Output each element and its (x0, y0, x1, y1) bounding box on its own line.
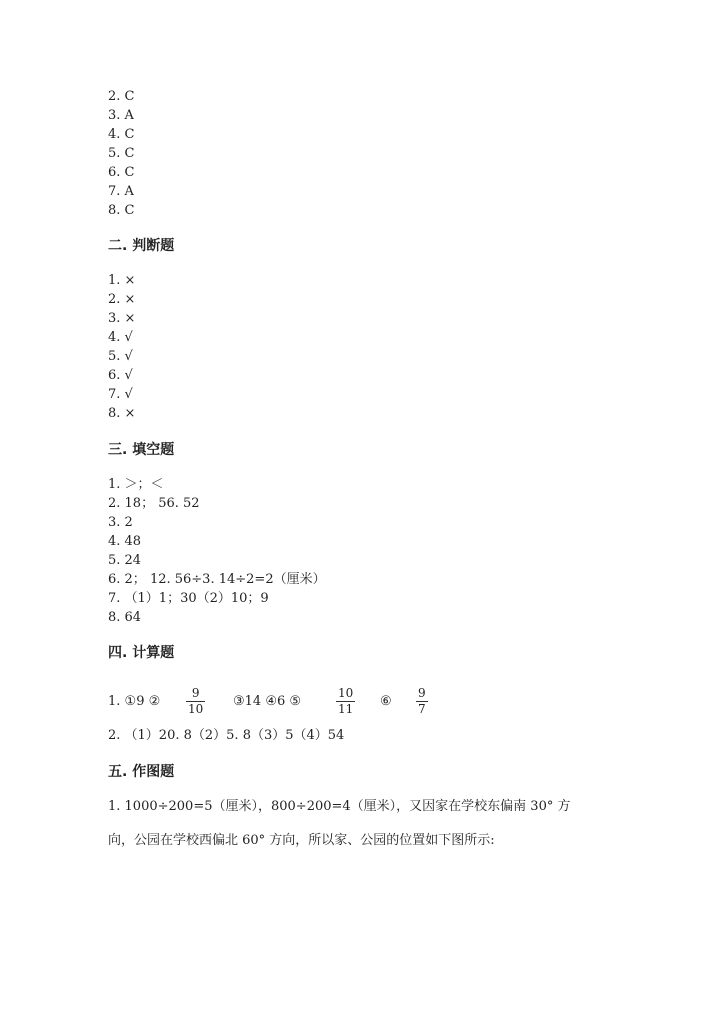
fill-answer-2: 2. 18； 56. 52 (108, 496, 200, 511)
fraction-numerator: 9 (191, 686, 200, 700)
calc-answer-1-prefix: 1. ①9 ② (108, 694, 161, 709)
choice-answer-3: 3. A (108, 108, 134, 123)
judge-answer-6: 6. √ (108, 368, 133, 383)
fraction-numerator: 9 (418, 686, 426, 700)
draw-answer-line-2: 向，公园在学校西偏北 60° 方向，所以家、公园的位置如下图所示: (108, 833, 495, 848)
calc-answer-1 (108, 686, 608, 720)
fill-answer-8: 8. 64 (108, 610, 142, 625)
calc-answer-1-middle: ③14 ④6 ⑤ (233, 694, 302, 709)
judge-answer-5: 5. √ (108, 349, 133, 364)
judge-heading: 二. 判断题 (108, 238, 175, 254)
fill-answer-7: 7. （1）1；30（2）10；9 (108, 591, 269, 606)
fraction-10-11 (336, 686, 355, 717)
fill-answer-5: 5. 24 (108, 553, 142, 568)
calc-answer-2: 2. （1）20. 8（2）5. 8（3）5（4）54 (108, 728, 345, 743)
choice-answer-8: 8. C (108, 203, 135, 218)
judge-answer-7: 7. √ (108, 387, 133, 402)
fill-answer-4: 4. 48 (108, 534, 142, 549)
fill-answer-6: 6. 2； 12. 56÷3. 14÷2=2（厘米） (108, 572, 326, 587)
judge-answer-4: 4. √ (108, 330, 133, 345)
judge-answer-1: 1. × (108, 273, 136, 288)
fraction-denominator: 7 (418, 702, 426, 716)
fraction-numerator: 10 (338, 686, 354, 700)
judge-answer-3: 3. × (108, 311, 136, 326)
calc-heading: 四. 计算题 (108, 645, 175, 661)
fraction-9-7 (416, 686, 428, 717)
fill-answer-1: 1. ＞；＜ (108, 477, 164, 492)
choice-answer-6: 6. C (108, 165, 135, 180)
choice-answer-4: 4. C (108, 127, 135, 142)
fraction-denominator: 10 (188, 702, 204, 716)
fraction-denominator: 11 (338, 702, 354, 716)
choice-answer-2: 2. C (108, 89, 135, 104)
fraction-9-10 (186, 686, 205, 717)
judge-answer-2: 2. × (108, 292, 136, 307)
fill-answer-3: 3. 2 (108, 515, 133, 530)
draw-heading: 五. 作图题 (108, 764, 175, 780)
choice-answer-5: 5. C (108, 146, 135, 161)
choice-answer-7: 7. A (108, 184, 134, 199)
judge-answer-8: 8. × (108, 406, 136, 421)
fill-heading: 三. 填空题 (108, 442, 175, 458)
draw-answer-line-1: 1. 1000÷200=5（厘米），800÷200=4（厘米），又因家在学校东偏南 30° 方 (108, 799, 571, 814)
calc-answer-1-circle6: ⑥ (380, 694, 392, 709)
